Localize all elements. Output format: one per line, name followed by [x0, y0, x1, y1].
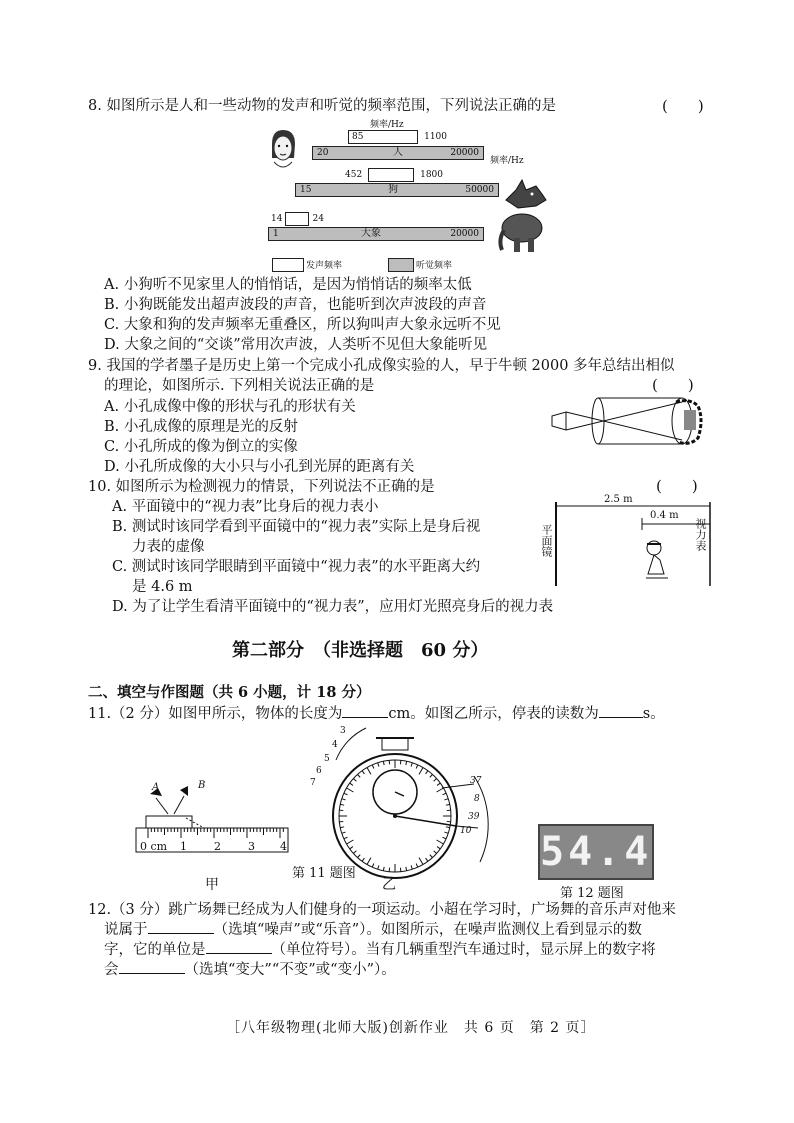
pinhole-camera-figure: [548, 390, 716, 452]
q9-option-b: B. 小孔成像的原理是光的反射: [104, 419, 298, 435]
legend-voice-label: 发声频率: [306, 261, 343, 271]
q12-line1: 12.（3 分）跳广场舞已经成为人们健身的一项运动。小超在学习时，广场舞的音乐声对他来: [88, 902, 676, 918]
mirror-label: 平面镜: [540, 524, 553, 557]
human-hearing-range: [312, 146, 484, 160]
dial-small-3: 3: [340, 726, 346, 736]
dial-big-39: 39: [468, 812, 480, 822]
distance-0-4m: 0.4 m: [650, 510, 679, 521]
human-voice-low: 85: [352, 132, 364, 142]
elephant-hearing-range: [268, 227, 484, 241]
dog-hear-low: 15: [300, 185, 312, 195]
fig-12-caption: 第 12 题图: [560, 886, 624, 901]
q10-stem: 10. 如图所示为检测视力的情景，下列说法不正确的是: [88, 479, 435, 495]
distance-2-5m: 2.5 m: [604, 494, 633, 505]
legend-voice-swatch: [272, 258, 304, 272]
q9-option-c: C. 小孔所成的像为倒立的实像: [104, 439, 298, 455]
human-label: 人: [393, 147, 403, 158]
human-voice-high: 1100: [424, 132, 447, 142]
fig-jia-label: 甲: [205, 877, 219, 893]
q12-blank-3[interactable]: [119, 973, 185, 974]
dog-label: 狗: [388, 184, 398, 195]
elephant-label: 大象: [361, 228, 381, 239]
dog-head-icon: [502, 178, 548, 212]
ray-b-label: B: [198, 780, 206, 791]
dial-small-5: 5: [324, 754, 330, 764]
q11-text-c: s。: [642, 706, 665, 722]
elephant-icon: [494, 210, 546, 254]
stopwatch-diagram: [306, 722, 526, 880]
q12-line2-a: 说属于: [104, 922, 148, 938]
ray-a-label: A: [152, 782, 160, 793]
dial-big-8: 8: [474, 794, 480, 804]
elephant-hear-low: 1: [273, 229, 279, 239]
q12-line2: [104, 920, 642, 940]
dog-hear-high: 50000: [465, 185, 494, 195]
q10-option-b-line2: 力表的虚像: [132, 539, 205, 555]
q9-option-d: D. 小孔所成像的大小只与小孔到光屏的距离有关: [104, 459, 415, 475]
q9-answer-paren: ( ): [652, 376, 694, 394]
q12-line3: [104, 940, 656, 960]
human-hear-high: 20000: [450, 148, 479, 158]
q10-option-a: A. 平面镜中的“视力表”比身后的视力表小: [112, 499, 379, 515]
q10-option-b-line1: B. 测试时该同学看到平面镜中的“视力表”实际上是身后视: [112, 519, 481, 535]
dog-hearing-range: [295, 183, 499, 197]
dog-voice-low: 452: [345, 170, 363, 180]
ruler-tick-3: 3: [248, 840, 255, 853]
q12-line2-b: （选填“噪声”或“乐音”）。如图所示，在噪声监测仪上看到显示的数: [213, 922, 642, 938]
q8-answer-paren: ( ): [662, 97, 704, 115]
q10-option-c-line2: 是 4.6 m: [132, 579, 193, 595]
legend-hear-swatch: [388, 258, 414, 272]
dial-big-37: 37: [470, 776, 482, 786]
elephant-voice-low: 14: [271, 214, 283, 224]
legend-hear-label: 听觉频率: [416, 261, 453, 271]
q12-line3-a: 字，它的单位是: [104, 942, 206, 958]
q8-option-d: D. 大象之间的“交谈”常用次声波，人类听不见但大象能听见: [104, 337, 488, 353]
q8-stem: 8. 如图所示是人和一些动物的发声和听觉的频率范围，下列说法正确的是: [88, 98, 556, 114]
q12-line4-b: （选填“变大”“不变”或“变小”）。: [184, 962, 396, 978]
q12-line4-a: 会: [104, 962, 119, 978]
elephant-voice-range: [271, 212, 324, 226]
ruler-tick-2: 2: [214, 840, 221, 853]
fig-yi-label: 乙: [382, 877, 396, 893]
q11-stopwatch-blank[interactable]: [599, 717, 643, 718]
elephant-hear-high: 20000: [450, 229, 479, 239]
q8-option-a: A. 小狗听不见家里人的悄悄话，是因为悄悄话的频率太低: [104, 277, 472, 293]
q11-text-b: cm。如图乙所示，停表的读数为: [388, 706, 599, 722]
noise-meter-display: 54.4: [538, 824, 654, 880]
ruler-tick-0: 0 cm: [140, 840, 168, 853]
q8-option-c: C. 大象和狗的发声频率无重叠区，所以狗叫声大象永远听不见: [104, 317, 501, 333]
q10-option-d: D. 为了让学生看清平面镜中的“视力表”，应用灯光照亮身后的视力表: [112, 599, 554, 615]
q9-option-a: A. 小孔成像中像的形状与孔的形状有关: [104, 399, 356, 415]
dial-small-4: 4: [332, 740, 338, 750]
page-footer: ［八年级物理(北师大版)创新作业 共 6 页 第 2 页］: [226, 1020, 596, 1036]
dial-big-10: 10: [460, 826, 472, 836]
fig-11-caption: 第 11 题图: [292, 866, 356, 881]
ruler-tick-1: 1: [180, 840, 187, 853]
q12-line3-b: （单位符号）。当有几辆重型汽车通过时，显示屏上的数字将: [271, 942, 656, 958]
dial-small-6: 6: [316, 766, 322, 776]
ruler-tick-4: 4: [280, 840, 287, 853]
eye-chart-label: 视力表: [694, 518, 707, 551]
q10-answer-paren: ( ): [656, 477, 698, 495]
q8-option-b: B. 小狗既能发出超声波段的声音，也能听到次声波段的声音: [104, 297, 487, 313]
q12-blank-2[interactable]: [206, 953, 272, 954]
q11-length-blank[interactable]: [342, 717, 388, 718]
elephant-voice-high: 24: [312, 214, 324, 224]
chart-right-label: 频率/Hz: [490, 156, 524, 166]
q9-stem-line2: 的理论，如图所示. 下列相关说法正确的是: [104, 378, 375, 394]
dog-voice-range: [345, 168, 443, 182]
chart-top-label: 频率/Hz: [370, 120, 404, 130]
q11-stem: [88, 704, 665, 724]
dog-voice-high: 1800: [420, 170, 443, 180]
q12-blank-1[interactable]: [148, 933, 214, 934]
dial-small-7: 7: [310, 778, 316, 788]
q10-option-c-line1: C. 测试时该同学眼睛到平面镜中“视力表”的水平距离大约: [112, 559, 481, 575]
human-voice-range: [348, 130, 447, 144]
human-face-icon: [266, 128, 300, 172]
section-two-heading: 二、填空与作图题（共 6 小题，计 18 分）: [88, 684, 371, 701]
part-two-heading: 第二部分 （非选择题 60 分）: [232, 640, 489, 661]
q12-line4: [104, 960, 396, 980]
q11-text-a: 11.（2 分）如图甲所示，物体的长度为: [88, 706, 343, 722]
human-hear-low: 20: [317, 148, 329, 158]
q9-stem-line1: 9. 我国的学者墨子是历史上第一个完成小孔成像实验的人，早于牛顿 2000 多年总结出相似: [88, 358, 675, 374]
